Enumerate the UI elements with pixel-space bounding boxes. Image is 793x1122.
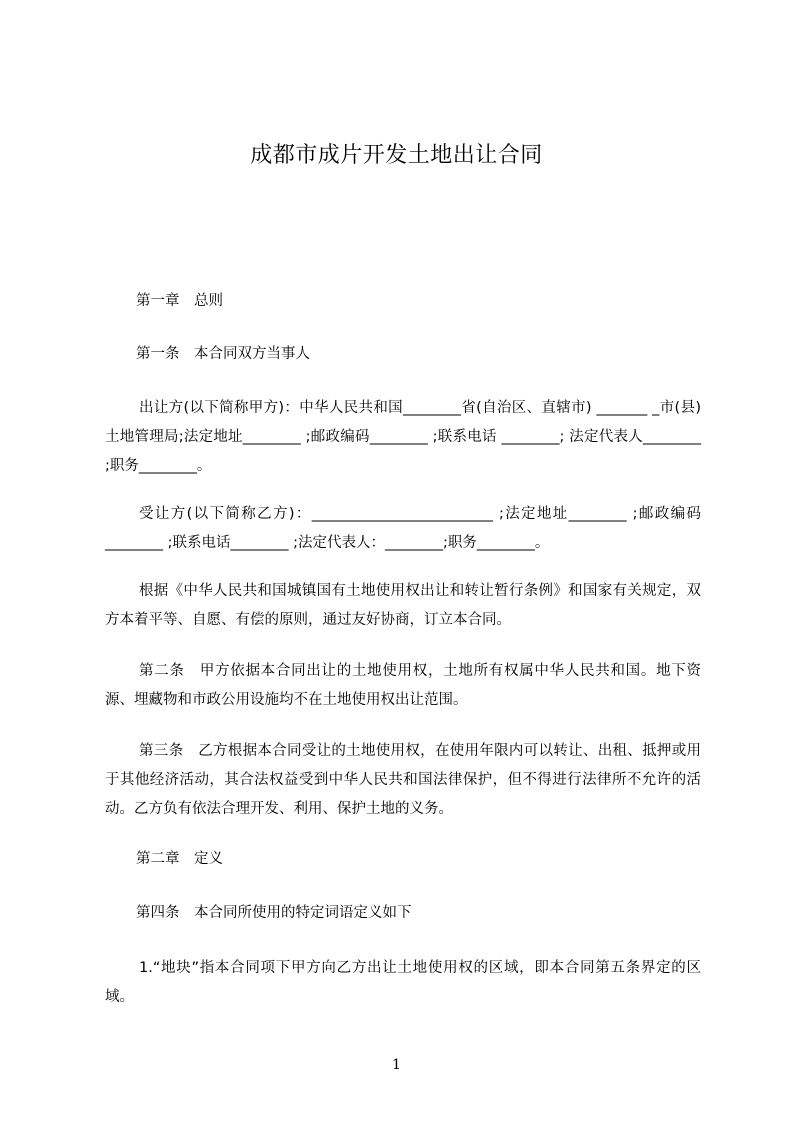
chapter-1-heading: 第一章 总则 (136, 293, 223, 309)
article-3-paragraph: 第三条 乙方根据本合同受让的土地使用权，在使用年限内可以转让、出租、抵押或用于其他经济活动，其合法权益受到中华人民共和国法律保护，但不得进行法律所不允许的活动。乙方负有依法合理开发、利用、保护土地的义务。 (105, 743, 701, 817)
page-number: 1 (392, 1057, 401, 1073)
definition-1-paragraph: 1.“地块”指本合同项下甲方向乙方出让土地使用权的区域，即本合同第五条界定的区域。 (105, 960, 701, 1005)
document-title: 成都市成片开发土地出让合同 (250, 143, 543, 168)
transferee-paragraph: 受让方(以下简称乙方)：_________________________ ;法定地址________ ;邮政编码________ ;联系电话________ ;法定代表人：________;职务________。 (105, 506, 701, 551)
transferor-paragraph: 出让方(以下简称甲方)：中华人民共和国________省(自治区、直辖市) _______ _市(县)土地管理局;法定地址________ ;邮政编码________ ;联系电话 ________; 法定代表人________ ;职务________。 (105, 400, 701, 474)
legal-basis-paragraph: 根据《中华人民共和国城镇国有土地使用权出让和转让暂行条例》和国家有关规定，双方本着平等、自愿、有偿的原则，通过友好协商，订立本合同。 (105, 583, 701, 628)
article-1-heading: 第一条 本合同双方当事人 (136, 346, 310, 362)
article-4-heading: 第四条 本合同所使用的特定词语定义如下 (136, 905, 412, 921)
article-2-paragraph: 第二条 甲方依据本合同出让的土地使用权，土地所有权属中华人民共和国。地下资源、埋藏物和市政公用设施均不在土地使用权出让范围。 (105, 663, 701, 708)
chapter-2-heading: 第二章 定义 (136, 851, 223, 867)
